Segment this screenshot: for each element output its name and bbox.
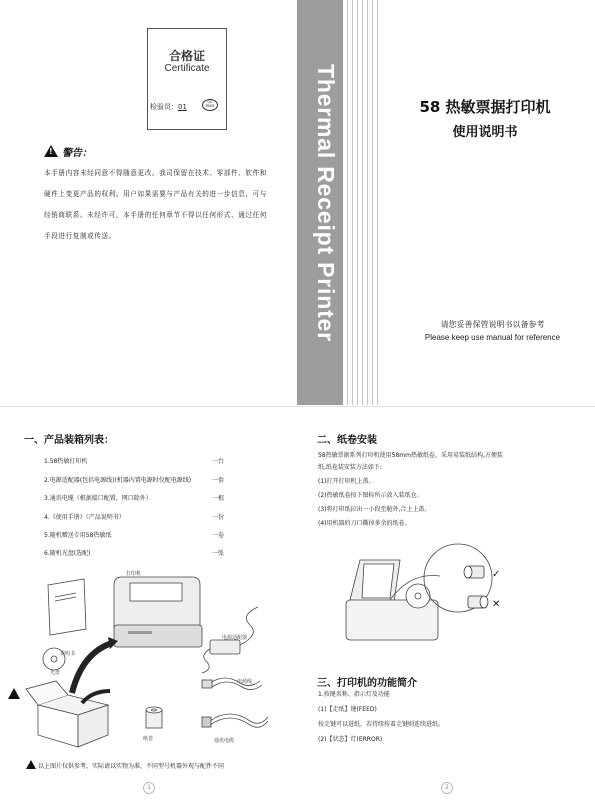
box-warning-icon (8, 688, 20, 699)
paper-roll-label: 纸卷 (143, 736, 154, 742)
cable-label: 通讯电缆 (214, 738, 235, 744)
inspector-number: 01 (178, 103, 187, 111)
wrong-mark: ✕ (492, 599, 501, 610)
functions-line: 1.按键名称、指示灯及功能 (318, 691, 390, 698)
manual-label: 说明书 (60, 651, 76, 657)
footnote-warning-icon (26, 760, 36, 769)
paper-install-line: (4)用机器的刀口撕掉多余的纸卷。 (318, 520, 411, 527)
packing-item-name: 1.58热敏打印机 (44, 458, 88, 465)
paper-install-line: (1)打开打印机上盖。 (318, 478, 375, 485)
certificate-subtitle: Certificate (164, 63, 210, 74)
footnote-text: 以上图片仅供参考，实际请以实物为准，不同型号机器外观与配件不同 (38, 763, 225, 770)
packing-item-name: 6.随机光盘(选配) (44, 550, 91, 557)
packing-item (44, 493, 224, 502)
page-divider (0, 406, 595, 407)
adapter-label: 电源适配器 (222, 635, 248, 641)
certificate-title: 合格证 (168, 49, 205, 63)
keep-note-english: Please keep use manual for reference (424, 333, 561, 342)
packing-item (44, 512, 224, 521)
unpack-arrow (72, 643, 112, 693)
functions-heading: 三、打印机的功能简介 (317, 678, 417, 689)
packing-item-qty: 一台 (211, 458, 224, 465)
packing-item-qty: 一卷 (211, 532, 224, 539)
paper-install-line: (2)热敏纸卷按下图标所示放入装纸仓。 (318, 492, 423, 499)
printer-label: 打印机 (126, 571, 142, 577)
box-illustration (26, 681, 108, 747)
paper-install-line: 纸,纸卷装安装方法如下: (318, 464, 382, 471)
stripe (377, 0, 378, 405)
manual-illustration (48, 579, 86, 635)
paper-install-line: 58热敏票据系列打印机使用58mm热敏纸卷，采用易装纸结构,方便装 (318, 452, 503, 459)
stripe (357, 0, 358, 405)
packing-item (44, 530, 224, 539)
packing-illustration (10, 565, 280, 755)
spine-stripes (343, 0, 383, 405)
cover-subtitle: 使用说明书 (452, 125, 518, 140)
stripe (362, 0, 363, 405)
stripe (367, 0, 368, 405)
wrong-roll-icon (468, 596, 488, 608)
spine-title: Thermal Receipt Printer (313, 64, 339, 342)
stripe (347, 0, 348, 405)
packing-footnote (26, 760, 224, 770)
paper-install-heading: 二、纸卷安装 (317, 435, 377, 446)
functions-line: 按走键可以进纸，若持续按着走键则连续进纸。 (318, 721, 445, 728)
page-number-1: 1 (143, 782, 155, 794)
paper-install-line: (3)将打印纸拉出一小段至舱外,合上上盖。 (318, 506, 431, 513)
warning-icon (44, 145, 58, 157)
packing-item-qty: 一份 (211, 514, 224, 521)
warning-heading (44, 144, 92, 159)
power-cord-illustration (202, 678, 262, 690)
packing-item (44, 548, 224, 557)
certificate-card (147, 28, 227, 130)
cable-illustration (202, 714, 268, 727)
functions-line: (1)【走纸】键(FEED) (318, 706, 377, 713)
printer-illustration (114, 577, 202, 647)
packing-item-name: 5.随机赠送专用58热敏纸 (44, 532, 112, 539)
packing-item-qty: 一张 (211, 550, 224, 557)
keep-note: 请您妥善保管说明书以备参考 (440, 320, 545, 329)
cover-title: 58 热敏票据打印机 (419, 98, 551, 116)
functions-line: (2)【状态】灯(ERROR) (318, 736, 383, 743)
inspector-label: 检验员： (150, 103, 178, 111)
packing-item-name: 2.电源适配器(包括电源线)(机器内置电源时仅配电源线) (44, 477, 192, 484)
power-cord-label: 电源线 (237, 679, 253, 685)
packing-item (44, 475, 224, 484)
stripe (372, 0, 373, 405)
open-printer-illustration (346, 560, 440, 640)
cd-label: 光盘 (50, 670, 61, 676)
packing-heading: 一、产品装箱列表： (24, 435, 114, 446)
warning-body: 本手册内容未经同意不得随意更改。我司保留在技术、零部件、软件和硬件上变更产品的权利。用户如果需要与产品有关的进一步信息，可与经销商联系。未经许可，本手册的任何章节不得以任何形式、通过任何手段进行复制或传送。 (44, 169, 268, 240)
correct-mark: ✓ (492, 569, 501, 580)
packing-item-qty: 一根 (211, 495, 224, 502)
paper-roll-illustration (146, 707, 162, 728)
correct-roll-icon (464, 566, 484, 578)
packing-item-name: 4.《使用手册》（产品说明书） (44, 514, 125, 521)
page-number-2: 2 (441, 782, 453, 794)
warning-heading-text: 警告： (62, 148, 92, 159)
packing-item-qty: 一套 (211, 477, 224, 484)
packing-item (44, 456, 224, 465)
stripe (352, 0, 353, 405)
unpack-arrow-small (82, 691, 110, 703)
packing-item-name: 3.通讯电缆（根据接口配置，网口除外） (44, 495, 152, 502)
inspector-line (150, 102, 187, 112)
qc-stamp: QC PASS (202, 99, 218, 111)
